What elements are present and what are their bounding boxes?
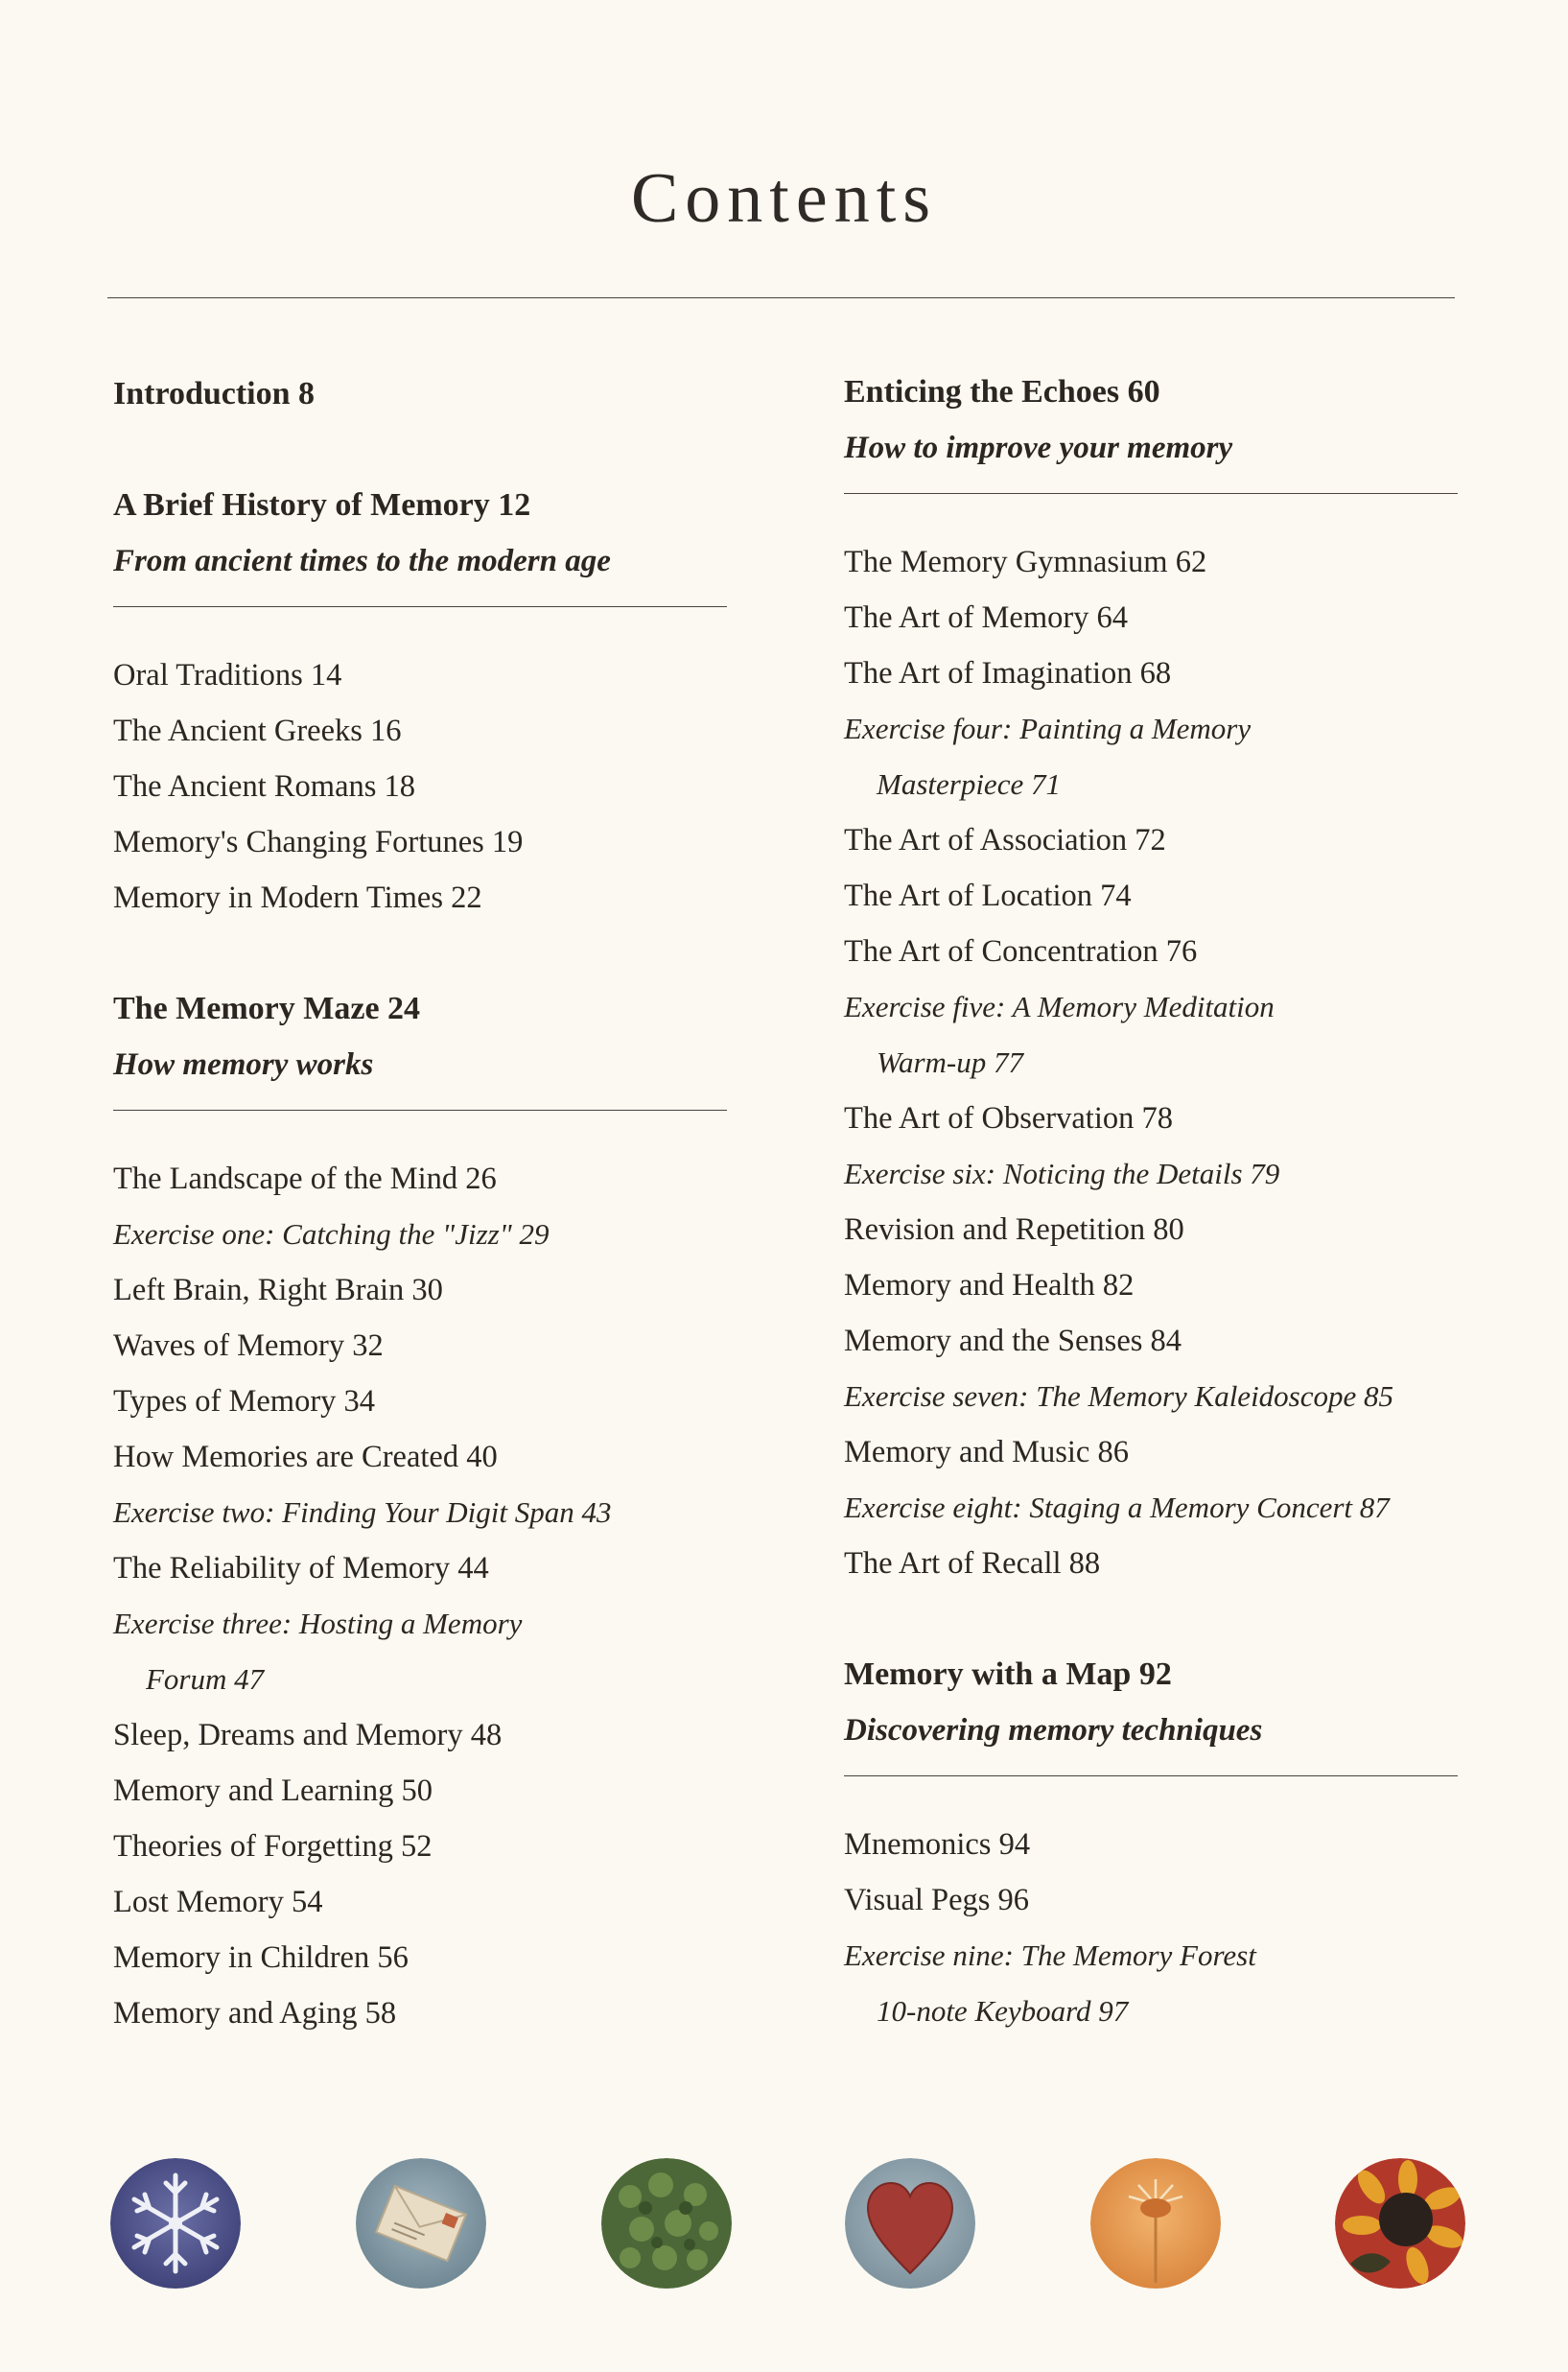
toc-entry[interactable]: The Art of Recall 88 bbox=[844, 1546, 1101, 1581]
toc-exercise-entry[interactable]: Exercise one: Catching the "Jizz" 29 bbox=[113, 1217, 550, 1251]
toc-subtitle-maze: How memory works bbox=[113, 1047, 374, 1082]
toc-exercise-entry-continued[interactable]: 10-note Keyboard 97 bbox=[877, 1994, 1129, 2028]
toc-entry[interactable]: Memory and Aging 58 bbox=[113, 1996, 397, 2031]
toc-entry[interactable]: Mnemonics 94 bbox=[844, 1827, 1031, 1862]
toc-exercise-entry[interactable]: Exercise four: Painting a Memory bbox=[844, 712, 1252, 745]
section-divider bbox=[844, 493, 1458, 494]
toc-subtitle-history: From ancient times to the modern age bbox=[113, 544, 611, 578]
toc-entry[interactable]: Lost Memory 54 bbox=[113, 1885, 323, 1919]
toc-entry[interactable]: The Memory Gymnasium 62 bbox=[844, 545, 1207, 579]
toc-subtitle-echoes: How to improve your memory bbox=[844, 431, 1233, 465]
toc-entry[interactable]: Oral Traditions 14 bbox=[113, 658, 342, 693]
toc-exercise-entry[interactable]: Exercise nine: The Memory Forest bbox=[844, 1938, 1256, 1972]
left-column bbox=[113, 366, 727, 2041]
toc-heading-maze[interactable]: The Memory Maze 24 bbox=[113, 991, 421, 1026]
section-divider bbox=[113, 1110, 727, 1111]
forest-icon bbox=[601, 2158, 732, 2289]
heart-icon bbox=[845, 2158, 975, 2289]
toc-entry[interactable]: The Art of Location 74 bbox=[844, 879, 1132, 913]
section-divider bbox=[113, 606, 727, 607]
toc-heading-echoes[interactable]: Enticing the Echoes 60 bbox=[844, 374, 1160, 410]
page-title: Contents bbox=[630, 159, 938, 238]
toc-entry[interactable]: Memory and Music 86 bbox=[844, 1435, 1129, 1469]
toc-exercise-entry-continued[interactable]: Forum 47 bbox=[146, 1662, 265, 1696]
right-column bbox=[844, 364, 1458, 2039]
toc-entry[interactable]: Revision and Repetition 80 bbox=[844, 1212, 1184, 1247]
toc-exercise-entry[interactable]: Exercise five: A Memory Meditation bbox=[844, 990, 1275, 1023]
toc-entry[interactable]: Memory in Children 56 bbox=[113, 1940, 409, 1975]
toc-entry[interactable]: The Art of Concentration 76 bbox=[844, 934, 1198, 969]
toc-entry[interactable]: Left Brain, Right Brain 30 bbox=[113, 1273, 443, 1307]
toc-entry[interactable]: Memory in Modern Times 22 bbox=[113, 881, 482, 915]
section-divider bbox=[844, 1775, 1458, 1776]
toc-entry[interactable]: The Landscape of the Mind 26 bbox=[113, 1162, 497, 1196]
decorative-icon-row bbox=[0, 2158, 1568, 2292]
toc-entry[interactable]: The Art of Association 72 bbox=[844, 823, 1166, 857]
toc-entry[interactable]: Memory and Health 82 bbox=[844, 1268, 1135, 1303]
toc-entry[interactable]: Waves of Memory 32 bbox=[113, 1328, 384, 1363]
toc-entry[interactable]: The Art of Imagination 68 bbox=[844, 656, 1172, 691]
toc-entry[interactable]: The Reliability of Memory 44 bbox=[113, 1551, 489, 1585]
envelope-icon bbox=[356, 2158, 486, 2289]
toc-exercise-entry[interactable]: Exercise eight: Staging a Memory Concert 87 bbox=[844, 1491, 1390, 1524]
toc-entry[interactable]: Visual Pegs 96 bbox=[844, 1883, 1030, 1917]
toc-entry[interactable]: How Memories are Created 40 bbox=[113, 1440, 498, 1474]
toc-exercise-entry-continued[interactable]: Masterpiece 71 bbox=[877, 767, 1061, 801]
flower-icon bbox=[1090, 2158, 1221, 2289]
toc-entry[interactable]: Memory and Learning 50 bbox=[113, 1773, 433, 1808]
sunflower-icon bbox=[1335, 2158, 1465, 2289]
toc-heading-history[interactable]: A Brief History of Memory 12 bbox=[113, 487, 531, 523]
toc-heading-introduction[interactable]: Introduction 8 bbox=[113, 376, 316, 411]
toc-heading-map[interactable]: Memory with a Map 92 bbox=[844, 1656, 1172, 1692]
toc-entry[interactable]: The Art of Memory 64 bbox=[844, 600, 1129, 635]
toc-exercise-entry[interactable]: Exercise three: Hosting a Memory bbox=[113, 1607, 523, 1640]
toc-entry[interactable]: Memory and the Senses 84 bbox=[844, 1324, 1182, 1358]
toc-entry[interactable]: The Ancient Greeks 16 bbox=[113, 714, 402, 748]
snowflake-icon bbox=[110, 2158, 241, 2289]
toc-entry[interactable]: Types of Memory 34 bbox=[113, 1384, 376, 1419]
toc-exercise-entry-continued[interactable]: Warm-up 77 bbox=[877, 1045, 1024, 1079]
toc-entry[interactable]: The Ancient Romans 18 bbox=[113, 769, 416, 804]
toc-entry[interactable]: Sleep, Dreams and Memory 48 bbox=[113, 1718, 503, 1752]
toc-subtitle-map: Discovering memory techniques bbox=[844, 1713, 1263, 1748]
toc-entry[interactable]: The Art of Observation 78 bbox=[844, 1101, 1173, 1136]
toc-exercise-entry[interactable]: Exercise seven: The Memory Kaleidoscope 85 bbox=[844, 1379, 1394, 1413]
toc-entry[interactable]: Theories of Forgetting 52 bbox=[113, 1829, 433, 1864]
toc-entry[interactable]: Memory's Changing Fortunes 19 bbox=[113, 825, 524, 859]
toc-exercise-entry[interactable]: Exercise six: Noticing the Details 79 bbox=[844, 1157, 1280, 1190]
toc-exercise-entry[interactable]: Exercise two: Finding Your Digit Span 43 bbox=[113, 1495, 612, 1529]
title-divider bbox=[107, 297, 1455, 298]
